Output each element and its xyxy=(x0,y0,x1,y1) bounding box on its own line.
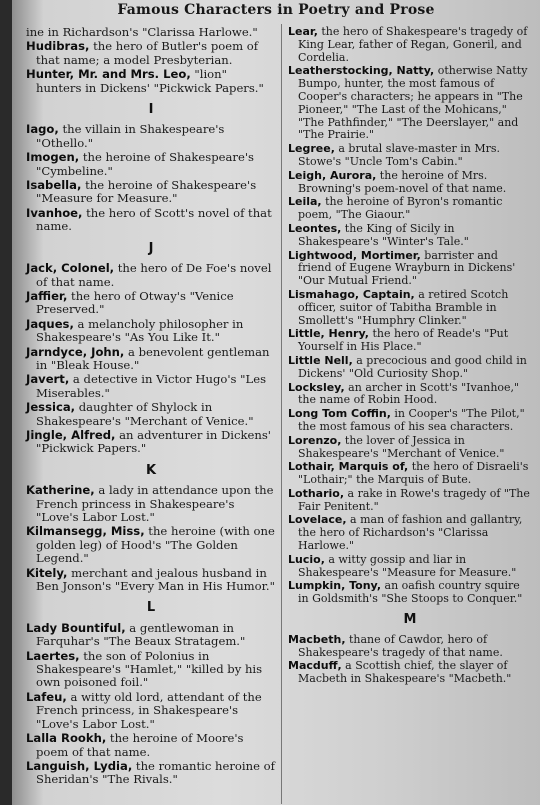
entry-headword: Javert, xyxy=(26,372,70,387)
entry-description: the son of Polonius in Shakespeare's "Hamlet," "killed by his own poisoned foil." xyxy=(36,648,263,690)
entry-description: the heroine of Byron's romantic poem, "The Giaour." xyxy=(298,195,503,222)
glossary-entry xyxy=(288,223,532,249)
glossary-entry xyxy=(288,26,532,64)
glossary-entry xyxy=(288,65,532,142)
entry-description: the hero of Shakespeare's tragedy of King Lear, father of Regan, Goneril, and Cordelia. xyxy=(298,25,528,64)
glossary-entry xyxy=(26,179,276,206)
glossary-entry xyxy=(288,196,532,222)
entry-headword: Long Tom Coffin, xyxy=(288,407,391,421)
entry-description: a man of fashion and gallantry, the hero of Richardson's "Clarissa Harlowe." xyxy=(298,513,523,553)
entry-headword: Hunter, Mr. and Mrs. Leo, xyxy=(26,67,191,82)
glossary-entry xyxy=(26,373,276,400)
entry-headword: Jaques, xyxy=(26,316,74,331)
entry-description: otherwise Natty Bumpo, hunter, the most famous of Cooper's characters; he appears in "The Pioneer," "The Last of the Mohicans," "The Pathfinder," "The Deerslayer," and "The Prairie." xyxy=(298,64,528,142)
entry-description: a precocious and good child in Dickens' "Old Curiosity Shop." xyxy=(298,353,527,380)
entry-headword: Ivanhoe, xyxy=(26,205,83,220)
entry-headword: Imogen, xyxy=(26,150,80,165)
entry-description: the romantic heroine of Sheridan's "The Rivals." xyxy=(36,758,275,787)
section-letter: I xyxy=(148,102,154,118)
entry-headword: Lucio, xyxy=(288,552,325,566)
entry-headword: Jingle, Alfred, xyxy=(26,427,116,442)
glossary-entry xyxy=(288,250,532,288)
glossary-entry xyxy=(288,408,532,434)
entry-description: an oafish country squire in Goldsmith's "She Stoops to Conquer." xyxy=(298,579,523,606)
entry-headword: Languish, Lydia, xyxy=(26,758,133,773)
glossary-entry xyxy=(288,488,532,514)
entry-description: a witty gossip and liar in Shakespeare's "Measure for Measure." xyxy=(298,552,517,579)
glossary-entry xyxy=(26,567,276,594)
entry-description: a brutal slave-master in Mrs. Stowe's "Uncle Tom's Cabin." xyxy=(298,142,501,168)
glossary-entry xyxy=(288,170,532,196)
entry-description: the heroine of Shakespeare's "Measure for Measure." xyxy=(36,178,257,206)
entry-headword: Leila, xyxy=(288,195,322,209)
glossary-entry xyxy=(288,328,532,354)
column-divider xyxy=(281,24,282,804)
glossary-entry xyxy=(26,318,276,345)
entry-headword: Leontes, xyxy=(288,221,342,235)
entry-description: in Cooper's "The Pilot," the most famous of his sea characters. xyxy=(298,407,525,433)
entry-headword: Jessica, xyxy=(26,400,76,415)
glossary-entry xyxy=(288,355,532,381)
entry-description: the hero of De Foe's novel of that name. xyxy=(36,261,272,289)
entry-headword: Jaffier, xyxy=(26,288,68,303)
glossary-entry xyxy=(288,514,532,552)
entry-description: the hero of Reade's "Put Yourself in His Place." xyxy=(298,327,509,354)
entry-description: the villain in Shakespeare's "Othello." xyxy=(36,122,225,150)
section-letter: K xyxy=(145,462,157,478)
right-column xyxy=(288,26,532,687)
entry-headword: Kitely, xyxy=(26,565,68,580)
glossary-entry xyxy=(288,143,532,169)
entry-headword: Legree, xyxy=(288,142,335,156)
entry-description: the heroine of Mrs. Browning's poem-novel of that name. xyxy=(298,168,507,195)
entry-description: the heroine of Shakespeare's "Cymbeline." xyxy=(36,150,254,178)
entry-description: ine in Richardson's "Clarissa Harlowe." xyxy=(26,25,258,39)
entry-headword: Lumpkin, Tony, xyxy=(288,579,382,593)
glossary-entry xyxy=(26,262,276,289)
entry-description: the lover of Jessica in Shakespeare's "Merchant of Venice." xyxy=(298,433,505,460)
entry-headword: Jack, Colonel, xyxy=(26,261,115,276)
entry-headword: Kilmansegg, Miss, xyxy=(26,524,145,539)
entry-description: the heroine (with one golden leg) of Hood's "The Golden Legend." xyxy=(36,524,275,566)
entry-headword: Katherine, xyxy=(26,483,95,498)
glossary-entry xyxy=(288,382,532,408)
entry-description: merchant and jealous husband in Ben Jonson's "Every Man in His Humor." xyxy=(36,565,275,594)
glossary-entry xyxy=(26,40,276,67)
glossary-entry xyxy=(26,346,276,373)
entry-description: a detective in Victor Hugo's "Les Miserables." xyxy=(36,372,267,400)
entry-description: a retired Scotch officer, suitor of Tabitha Bramble in Smollett's "Humphry Clinker." xyxy=(298,287,509,327)
glossary-entry xyxy=(26,401,276,428)
entry-description: barrister and friend of Eugene Wrayburn in Dickens' "Our Mutual Friend." xyxy=(298,248,516,288)
left-column xyxy=(26,26,276,788)
section-letter: L xyxy=(146,600,156,616)
glossary-entry xyxy=(26,151,276,178)
entry-headword: Lorenzo, xyxy=(288,433,342,447)
glossary-entry xyxy=(288,461,532,487)
entry-headword: Hudibras, xyxy=(26,39,90,54)
book-page xyxy=(12,0,540,805)
running-head: Famous Characters in Poetry and Prose xyxy=(117,2,435,18)
entry-headword: Leatherstocking, Natty, xyxy=(288,64,435,78)
entry-headword: Lightwood, Mortimer, xyxy=(288,248,421,262)
entry-headword: Macbeth, xyxy=(288,632,346,646)
entry-headword: Little Nell, xyxy=(288,353,353,367)
glossary-entry xyxy=(26,429,276,456)
entry-headword: Lady Bountiful, xyxy=(26,620,126,635)
entry-headword: Lafeu, xyxy=(26,689,67,704)
glossary-entry xyxy=(26,207,276,234)
glossary-entry xyxy=(26,26,276,39)
glossary-entry xyxy=(288,634,532,660)
entry-headword: Jarndyce, John, xyxy=(26,344,125,359)
entry-description: the hero of Disraeli's "Lothair;" the Marquis of Bute. xyxy=(298,460,529,487)
glossary-entry xyxy=(26,760,276,787)
entry-description: a melancholy philosopher in Shakespeare's "As You Like It." xyxy=(36,316,244,345)
glossary-entry xyxy=(26,484,276,524)
entry-headword: Lalla Rookh, xyxy=(26,731,107,746)
entry-headword: Locksley, xyxy=(288,380,345,394)
entry-description: a witty old lord, attendant of the French princess, in Shakespeare's "Love's Labor Lost." xyxy=(36,689,262,731)
entry-description: thane of Cawdor, hero of Shakespeare's tragedy of that name. xyxy=(298,632,503,659)
section-letter: J xyxy=(148,240,154,256)
entry-headword: Lothair, Marquis of, xyxy=(288,460,409,474)
entry-description: the King of Sicily in Shakespeare's "Winter's Tale." xyxy=(298,221,469,248)
entry-headword: Isabella, xyxy=(26,178,82,193)
glossary-entry xyxy=(26,650,276,690)
glossary-entry xyxy=(288,289,532,327)
glossary-entry xyxy=(288,660,532,686)
entry-description: a Scottish chief, the slayer of Macbeth in Shakespeare's "Macbeth." xyxy=(298,659,512,686)
entry-headword: Lovelace, xyxy=(288,513,347,527)
entry-headword: Macduff, xyxy=(288,659,342,673)
entry-headword: Lear, xyxy=(288,25,318,38)
entry-headword: Leigh, Aurora, xyxy=(288,168,377,182)
entry-headword: Lothario, xyxy=(288,486,345,500)
glossary-entry xyxy=(26,732,276,759)
entry-description: a benevolent gentleman in "Bleak House." xyxy=(36,344,270,372)
entry-description: a lady in attendance upon the French princess in Shakespeare's "Love's Labor Lost." xyxy=(36,483,274,524)
entry-description: an archer in Scott's "Ivanhoe," the name of Robin Hood. xyxy=(298,380,520,407)
entry-headword: Little, Henry, xyxy=(288,327,369,341)
entry-description: a rake in Rowe's tragedy of "The Fair Penitent." xyxy=(298,486,530,513)
entry-description: "lion" hunters in Dickens' "Pickwick Papers." xyxy=(36,67,264,95)
entry-description: the hero of Butler's poem of that name; a model Presbyterian. xyxy=(36,39,259,67)
glossary-entry xyxy=(26,622,276,649)
glossary-entry xyxy=(26,290,276,317)
entry-description: a gentlewoman in Farquhar's "The Beaux Stratagem." xyxy=(36,620,246,649)
glossary-entry xyxy=(26,525,276,565)
glossary-entry xyxy=(26,68,276,95)
glossary-entry xyxy=(288,580,532,606)
glossary-entry xyxy=(288,554,532,580)
glossary-entry xyxy=(288,435,532,461)
entry-headword: Laertes, xyxy=(26,648,80,663)
entry-description: the heroine of Moore's poem of that name. xyxy=(36,731,244,759)
entry-description: an adventurer in Dickens' "Pickwick Papers." xyxy=(36,427,271,456)
glossary-entry xyxy=(26,123,276,150)
glossary-entry xyxy=(26,691,276,731)
entry-description: the hero of Otway's "Venice Preserved." xyxy=(36,288,234,317)
entry-headword: Iago, xyxy=(26,122,59,137)
entry-description: the hero of Scott's novel of that name. xyxy=(36,205,272,234)
entry-headword: Lismahago, Captain, xyxy=(288,287,415,301)
section-letter: M xyxy=(403,612,417,628)
entry-description: daughter of Shylock in Shakespeare's "Merchant of Venice." xyxy=(36,400,254,428)
